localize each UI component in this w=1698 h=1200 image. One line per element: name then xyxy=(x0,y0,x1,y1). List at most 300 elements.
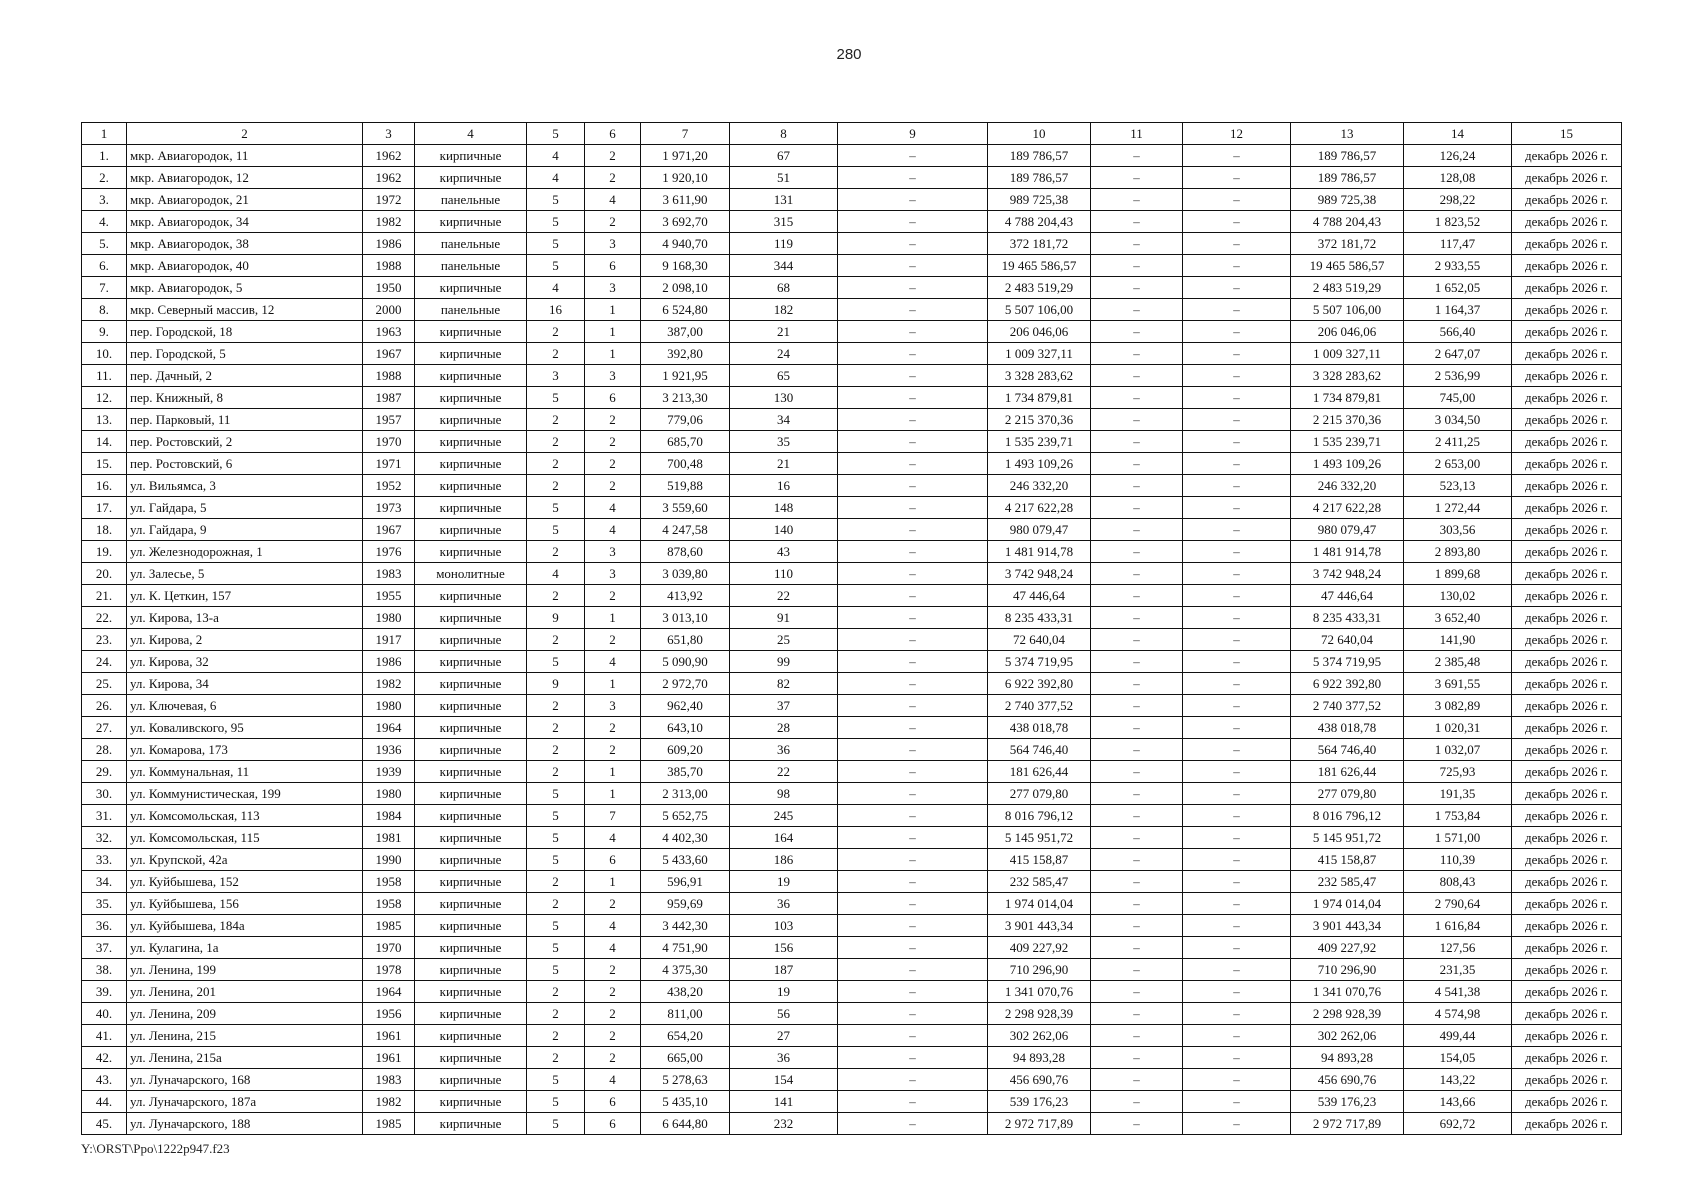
cell-year: 1985 xyxy=(363,1113,415,1135)
cell-year: 1973 xyxy=(363,497,415,519)
cell-address: ул. Куйбышева, 184а xyxy=(127,915,363,937)
cell-wall-material: кирпичные xyxy=(415,1113,527,1135)
cell-deadline: декабрь 2026 г. xyxy=(1512,937,1622,959)
cell-col-14: 523,13 xyxy=(1404,475,1512,497)
column-header-9: 9 xyxy=(838,123,988,145)
cell-col-11: – xyxy=(1091,387,1183,409)
cell-deadline: декабрь 2026 г. xyxy=(1512,145,1622,167)
cell-col-12: – xyxy=(1183,343,1291,365)
cell-residents: 110 xyxy=(730,563,838,585)
cell-year: 1963 xyxy=(363,321,415,343)
cell-year: 1981 xyxy=(363,827,415,849)
cell-residents: 140 xyxy=(730,519,838,541)
cell-col-10: 415 158,87 xyxy=(988,849,1091,871)
cell-index: 34. xyxy=(82,871,127,893)
cell-col-12: – xyxy=(1183,497,1291,519)
cell-col-13: 206 046,06 xyxy=(1291,321,1404,343)
cell-col-13: 3 901 443,34 xyxy=(1291,915,1404,937)
cell-col-10: 5 145 951,72 xyxy=(988,827,1091,849)
cell-wall-material: кирпичные xyxy=(415,1025,527,1047)
cell-year: 1961 xyxy=(363,1047,415,1069)
cell-year: 1985 xyxy=(363,915,415,937)
cell-wall-material: панельные xyxy=(415,233,527,255)
cell-col-14: 191,35 xyxy=(1404,783,1512,805)
cell-col-13: 189 786,57 xyxy=(1291,167,1404,189)
cell-col-9: – xyxy=(838,673,988,695)
cell-col-10: 232 585,47 xyxy=(988,871,1091,893)
cell-col-11: – xyxy=(1091,1091,1183,1113)
cell-deadline: декабрь 2026 г. xyxy=(1512,519,1622,541)
cell-address: ул. Комсомольская, 113 xyxy=(127,805,363,827)
cell-index: 30. xyxy=(82,783,127,805)
cell-residents: 35 xyxy=(730,431,838,453)
cell-address: ул. Ключевая, 6 xyxy=(127,695,363,717)
cell-index: 42. xyxy=(82,1047,127,1069)
cell-area: 643,10 xyxy=(641,717,730,739)
table-row xyxy=(82,321,1622,343)
cell-entrances: 4 xyxy=(585,915,641,937)
cell-index: 41. xyxy=(82,1025,127,1047)
cell-entrances: 4 xyxy=(585,189,641,211)
cell-col-11: – xyxy=(1091,695,1183,717)
cell-entrances: 1 xyxy=(585,871,641,893)
cell-col-14: 2 893,80 xyxy=(1404,541,1512,563)
cell-address: ул. Кирова, 32 xyxy=(127,651,363,673)
cell-col-9: – xyxy=(838,277,988,299)
cell-col-12: – xyxy=(1183,211,1291,233)
cell-col-9: – xyxy=(838,695,988,717)
cell-entrances: 1 xyxy=(585,299,641,321)
cell-residents: 16 xyxy=(730,475,838,497)
cell-floors: 5 xyxy=(527,651,585,673)
cell-index: 12. xyxy=(82,387,127,409)
cell-col-9: – xyxy=(838,321,988,343)
cell-address: мкр. Авиагородок, 11 xyxy=(127,145,363,167)
cell-index: 1. xyxy=(82,145,127,167)
cell-col-10: 189 786,57 xyxy=(988,145,1091,167)
cell-floors: 5 xyxy=(527,497,585,519)
cell-col-9: – xyxy=(838,1069,988,1091)
cell-entrances: 2 xyxy=(585,1025,641,1047)
cell-wall-material: кирпичные xyxy=(415,1091,527,1113)
cell-deadline: декабрь 2026 г. xyxy=(1512,277,1622,299)
cell-entrances: 2 xyxy=(585,959,641,981)
column-header-4: 4 xyxy=(415,123,527,145)
cell-col-10: 277 079,80 xyxy=(988,783,1091,805)
cell-area: 3 442,30 xyxy=(641,915,730,937)
cell-residents: 148 xyxy=(730,497,838,519)
cell-area: 665,00 xyxy=(641,1047,730,1069)
cell-col-9: – xyxy=(838,343,988,365)
cell-floors: 4 xyxy=(527,167,585,189)
cell-area: 4 247,58 xyxy=(641,519,730,541)
cell-col-14: 2 411,25 xyxy=(1404,431,1512,453)
column-header-13: 13 xyxy=(1291,123,1404,145)
cell-index: 22. xyxy=(82,607,127,629)
cell-floors: 5 xyxy=(527,959,585,981)
table-row xyxy=(82,783,1622,805)
cell-wall-material: кирпичные xyxy=(415,387,527,409)
cell-area: 3 611,90 xyxy=(641,189,730,211)
cell-entrances: 6 xyxy=(585,849,641,871)
cell-index: 24. xyxy=(82,651,127,673)
cell-year: 1980 xyxy=(363,783,415,805)
cell-area: 5 652,75 xyxy=(641,805,730,827)
cell-col-11: – xyxy=(1091,365,1183,387)
cell-col-10: 1 734 879,81 xyxy=(988,387,1091,409)
cell-col-13: 277 079,80 xyxy=(1291,783,1404,805)
cell-address: мкр. Авиагородок, 34 xyxy=(127,211,363,233)
cell-floors: 5 xyxy=(527,1069,585,1091)
cell-floors: 2 xyxy=(527,585,585,607)
cell-index: 18. xyxy=(82,519,127,541)
cell-floors: 5 xyxy=(527,233,585,255)
cell-col-9: – xyxy=(838,387,988,409)
cell-address: ул. Коммунальная, 11 xyxy=(127,761,363,783)
cell-wall-material: кирпичные xyxy=(415,321,527,343)
cell-index: 28. xyxy=(82,739,127,761)
cell-entrances: 2 xyxy=(585,981,641,1003)
table-row xyxy=(82,277,1622,299)
cell-year: 1988 xyxy=(363,255,415,277)
cell-deadline: декабрь 2026 г. xyxy=(1512,849,1622,871)
cell-col-14: 143,66 xyxy=(1404,1091,1512,1113)
cell-area: 6 644,80 xyxy=(641,1113,730,1135)
cell-year: 1957 xyxy=(363,409,415,431)
cell-address: ул. Кулагина, 1а xyxy=(127,937,363,959)
cell-residents: 131 xyxy=(730,189,838,211)
cell-col-14: 1 272,44 xyxy=(1404,497,1512,519)
cell-col-11: – xyxy=(1091,739,1183,761)
cell-col-9: – xyxy=(838,167,988,189)
cell-col-9: – xyxy=(838,1025,988,1047)
cell-area: 4 402,30 xyxy=(641,827,730,849)
cell-col-9: – xyxy=(838,475,988,497)
cell-col-14: 1 020,31 xyxy=(1404,717,1512,739)
housing-register-table xyxy=(81,122,1622,1135)
cell-col-13: 6 922 392,80 xyxy=(1291,673,1404,695)
cell-year: 1967 xyxy=(363,519,415,541)
cell-year: 1936 xyxy=(363,739,415,761)
cell-address: ул. Ленина, 199 xyxy=(127,959,363,981)
cell-wall-material: панельные xyxy=(415,255,527,277)
cell-col-10: 2 298 928,39 xyxy=(988,1003,1091,1025)
cell-col-14: 2 536,99 xyxy=(1404,365,1512,387)
cell-col-14: 141,90 xyxy=(1404,629,1512,651)
cell-col-11: – xyxy=(1091,277,1183,299)
cell-col-11: – xyxy=(1091,167,1183,189)
cell-residents: 19 xyxy=(730,871,838,893)
cell-wall-material: кирпичные xyxy=(415,981,527,1003)
cell-area: 962,40 xyxy=(641,695,730,717)
cell-residents: 315 xyxy=(730,211,838,233)
cell-area: 387,00 xyxy=(641,321,730,343)
cell-year: 1971 xyxy=(363,453,415,475)
cell-area: 1 971,20 xyxy=(641,145,730,167)
cell-floors: 5 xyxy=(527,849,585,871)
cell-wall-material: кирпичные xyxy=(415,761,527,783)
cell-col-9: – xyxy=(838,299,988,321)
cell-col-9: – xyxy=(838,761,988,783)
cell-entrances: 1 xyxy=(585,783,641,805)
cell-area: 5 278,63 xyxy=(641,1069,730,1091)
cell-wall-material: кирпичные xyxy=(415,519,527,541)
cell-col-12: – xyxy=(1183,431,1291,453)
cell-floors: 5 xyxy=(527,255,585,277)
cell-wall-material: кирпичные xyxy=(415,541,527,563)
cell-col-12: – xyxy=(1183,387,1291,409)
cell-residents: 22 xyxy=(730,585,838,607)
cell-col-9: – xyxy=(838,651,988,673)
cell-col-10: 1 481 914,78 xyxy=(988,541,1091,563)
cell-floors: 2 xyxy=(527,409,585,431)
cell-index: 23. xyxy=(82,629,127,651)
cell-index: 21. xyxy=(82,585,127,607)
cell-entrances: 2 xyxy=(585,1003,641,1025)
cell-col-9: – xyxy=(838,519,988,541)
cell-entrances: 2 xyxy=(585,1047,641,1069)
cell-entrances: 4 xyxy=(585,651,641,673)
cell-area: 5 435,10 xyxy=(641,1091,730,1113)
cell-year: 1990 xyxy=(363,849,415,871)
cell-residents: 24 xyxy=(730,343,838,365)
cell-deadline: декабрь 2026 г. xyxy=(1512,1003,1622,1025)
cell-col-14: 1 823,52 xyxy=(1404,211,1512,233)
cell-area: 438,20 xyxy=(641,981,730,1003)
cell-col-9: – xyxy=(838,607,988,629)
cell-col-13: 19 465 586,57 xyxy=(1291,255,1404,277)
cell-residents: 82 xyxy=(730,673,838,695)
cell-area: 1 921,95 xyxy=(641,365,730,387)
cell-year: 1982 xyxy=(363,673,415,695)
cell-col-14: 126,24 xyxy=(1404,145,1512,167)
cell-floors: 2 xyxy=(527,321,585,343)
table-row xyxy=(82,1003,1622,1025)
cell-address: мкр. Авиагородок, 21 xyxy=(127,189,363,211)
cell-col-13: 4 788 204,43 xyxy=(1291,211,1404,233)
cell-col-12: – xyxy=(1183,453,1291,475)
cell-col-13: 94 893,28 xyxy=(1291,1047,1404,1069)
cell-deadline: декабрь 2026 г. xyxy=(1512,475,1622,497)
cell-col-14: 110,39 xyxy=(1404,849,1512,871)
cell-col-11: – xyxy=(1091,475,1183,497)
cell-deadline: декабрь 2026 г. xyxy=(1512,871,1622,893)
cell-col-12: – xyxy=(1183,167,1291,189)
cell-residents: 67 xyxy=(730,145,838,167)
cell-year: 1958 xyxy=(363,871,415,893)
cell-index: 33. xyxy=(82,849,127,871)
table-row xyxy=(82,1113,1622,1135)
table-row xyxy=(82,431,1622,453)
cell-entrances: 2 xyxy=(585,739,641,761)
cell-col-10: 989 725,38 xyxy=(988,189,1091,211)
column-header-14: 14 xyxy=(1404,123,1512,145)
table-row xyxy=(82,607,1622,629)
cell-residents: 232 xyxy=(730,1113,838,1135)
cell-year: 1961 xyxy=(363,1025,415,1047)
cell-col-10: 94 893,28 xyxy=(988,1047,1091,1069)
cell-floors: 5 xyxy=(527,1113,585,1135)
cell-col-9: – xyxy=(838,893,988,915)
cell-area: 654,20 xyxy=(641,1025,730,1047)
cell-deadline: декабрь 2026 г. xyxy=(1512,365,1622,387)
cell-area: 3 213,30 xyxy=(641,387,730,409)
cell-index: 38. xyxy=(82,959,127,981)
cell-residents: 56 xyxy=(730,1003,838,1025)
cell-col-13: 1 734 879,81 xyxy=(1291,387,1404,409)
cell-area: 1 920,10 xyxy=(641,167,730,189)
table-row xyxy=(82,563,1622,585)
cell-col-13: 415 158,87 xyxy=(1291,849,1404,871)
cell-col-10: 47 446,64 xyxy=(988,585,1091,607)
cell-col-10: 2 215 370,36 xyxy=(988,409,1091,431)
cell-col-9: – xyxy=(838,585,988,607)
cell-col-13: 710 296,90 xyxy=(1291,959,1404,981)
cell-residents: 28 xyxy=(730,717,838,739)
cell-col-10: 539 176,23 xyxy=(988,1091,1091,1113)
cell-wall-material: кирпичные xyxy=(415,673,527,695)
cell-col-11: – xyxy=(1091,871,1183,893)
cell-col-12: – xyxy=(1183,299,1291,321)
column-header-12: 12 xyxy=(1183,123,1291,145)
cell-index: 44. xyxy=(82,1091,127,1113)
cell-index: 25. xyxy=(82,673,127,695)
cell-col-11: – xyxy=(1091,211,1183,233)
cell-col-13: 8 016 796,12 xyxy=(1291,805,1404,827)
cell-col-11: – xyxy=(1091,321,1183,343)
cell-year: 1950 xyxy=(363,277,415,299)
cell-entrances: 2 xyxy=(585,167,641,189)
cell-col-14: 3 034,50 xyxy=(1404,409,1512,431)
cell-residents: 37 xyxy=(730,695,838,717)
cell-index: 13. xyxy=(82,409,127,431)
cell-col-9: – xyxy=(838,255,988,277)
cell-area: 4 751,90 xyxy=(641,937,730,959)
cell-address: ул. Крупской, 42а xyxy=(127,849,363,871)
table-row xyxy=(82,1069,1622,1091)
cell-col-13: 438 018,78 xyxy=(1291,717,1404,739)
cell-index: 36. xyxy=(82,915,127,937)
cell-wall-material: кирпичные xyxy=(415,805,527,827)
cell-col-12: – xyxy=(1183,1113,1291,1135)
cell-deadline: декабрь 2026 г. xyxy=(1512,651,1622,673)
cell-wall-material: кирпичные xyxy=(415,145,527,167)
cell-area: 413,92 xyxy=(641,585,730,607)
cell-col-11: – xyxy=(1091,783,1183,805)
cell-entrances: 6 xyxy=(585,255,641,277)
cell-index: 43. xyxy=(82,1069,127,1091)
cell-index: 5. xyxy=(82,233,127,255)
table-row xyxy=(82,1047,1622,1069)
cell-residents: 27 xyxy=(730,1025,838,1047)
cell-residents: 119 xyxy=(730,233,838,255)
cell-deadline: декабрь 2026 г. xyxy=(1512,1025,1622,1047)
cell-deadline: декабрь 2026 г. xyxy=(1512,717,1622,739)
cell-col-12: – xyxy=(1183,145,1291,167)
cell-col-10: 3 742 948,24 xyxy=(988,563,1091,585)
cell-deadline: декабрь 2026 г. xyxy=(1512,563,1622,585)
cell-entrances: 2 xyxy=(585,453,641,475)
cell-col-13: 980 079,47 xyxy=(1291,519,1404,541)
cell-col-13: 1 009 327,11 xyxy=(1291,343,1404,365)
cell-col-9: – xyxy=(838,431,988,453)
cell-wall-material: кирпичные xyxy=(415,277,527,299)
cell-address: ул. Гайдара, 9 xyxy=(127,519,363,541)
cell-area: 3 013,10 xyxy=(641,607,730,629)
cell-area: 6 524,80 xyxy=(641,299,730,321)
cell-deadline: декабрь 2026 г. xyxy=(1512,673,1622,695)
cell-year: 1939 xyxy=(363,761,415,783)
cell-col-12: – xyxy=(1183,849,1291,871)
cell-residents: 43 xyxy=(730,541,838,563)
cell-col-9: – xyxy=(838,189,988,211)
cell-wall-material: кирпичные xyxy=(415,1069,527,1091)
cell-residents: 141 xyxy=(730,1091,838,1113)
cell-floors: 2 xyxy=(527,761,585,783)
cell-wall-material: кирпичные xyxy=(415,651,527,673)
cell-col-14: 303,56 xyxy=(1404,519,1512,541)
cell-col-10: 1 009 327,11 xyxy=(988,343,1091,365)
cell-wall-material: кирпичные xyxy=(415,827,527,849)
cell-col-9: – xyxy=(838,981,988,1003)
cell-residents: 21 xyxy=(730,321,838,343)
cell-residents: 187 xyxy=(730,959,838,981)
cell-col-13: 3 742 948,24 xyxy=(1291,563,1404,585)
header-row xyxy=(82,123,1622,145)
cell-col-10: 181 626,44 xyxy=(988,761,1091,783)
table-row xyxy=(82,409,1622,431)
cell-entrances: 4 xyxy=(585,519,641,541)
cell-col-13: 246 332,20 xyxy=(1291,475,1404,497)
cell-deadline: декабрь 2026 г. xyxy=(1512,167,1622,189)
cell-deadline: декабрь 2026 г. xyxy=(1512,233,1622,255)
cell-floors: 2 xyxy=(527,981,585,1003)
cell-address: пер. Парковый, 11 xyxy=(127,409,363,431)
cell-floors: 5 xyxy=(527,937,585,959)
table-row xyxy=(82,673,1622,695)
cell-deadline: декабрь 2026 г. xyxy=(1512,607,1622,629)
cell-col-9: – xyxy=(838,827,988,849)
cell-col-11: – xyxy=(1091,651,1183,673)
cell-address: ул. Комсомольская, 115 xyxy=(127,827,363,849)
cell-col-13: 3 328 283,62 xyxy=(1291,365,1404,387)
cell-wall-material: кирпичные xyxy=(415,893,527,915)
cell-wall-material: кирпичные xyxy=(415,585,527,607)
cell-year: 1956 xyxy=(363,1003,415,1025)
cell-area: 5 090,90 xyxy=(641,651,730,673)
cell-year: 1983 xyxy=(363,563,415,585)
cell-address: ул. Луначарского, 168 xyxy=(127,1069,363,1091)
cell-col-9: – xyxy=(838,783,988,805)
cell-wall-material: кирпичные xyxy=(415,915,527,937)
cell-col-13: 2 972 717,89 xyxy=(1291,1113,1404,1135)
cell-col-11: – xyxy=(1091,849,1183,871)
cell-col-11: – xyxy=(1091,409,1183,431)
cell-address: ул. Ленина, 215 xyxy=(127,1025,363,1047)
cell-year: 1962 xyxy=(363,167,415,189)
cell-col-10: 372 181,72 xyxy=(988,233,1091,255)
cell-area: 4 940,70 xyxy=(641,233,730,255)
cell-area: 3 039,80 xyxy=(641,563,730,585)
cell-floors: 2 xyxy=(527,695,585,717)
cell-col-11: – xyxy=(1091,1069,1183,1091)
cell-col-12: – xyxy=(1183,937,1291,959)
cell-col-10: 6 922 392,80 xyxy=(988,673,1091,695)
table-row xyxy=(82,453,1622,475)
cell-floors: 2 xyxy=(527,871,585,893)
table-row xyxy=(82,893,1622,915)
cell-residents: 68 xyxy=(730,277,838,299)
